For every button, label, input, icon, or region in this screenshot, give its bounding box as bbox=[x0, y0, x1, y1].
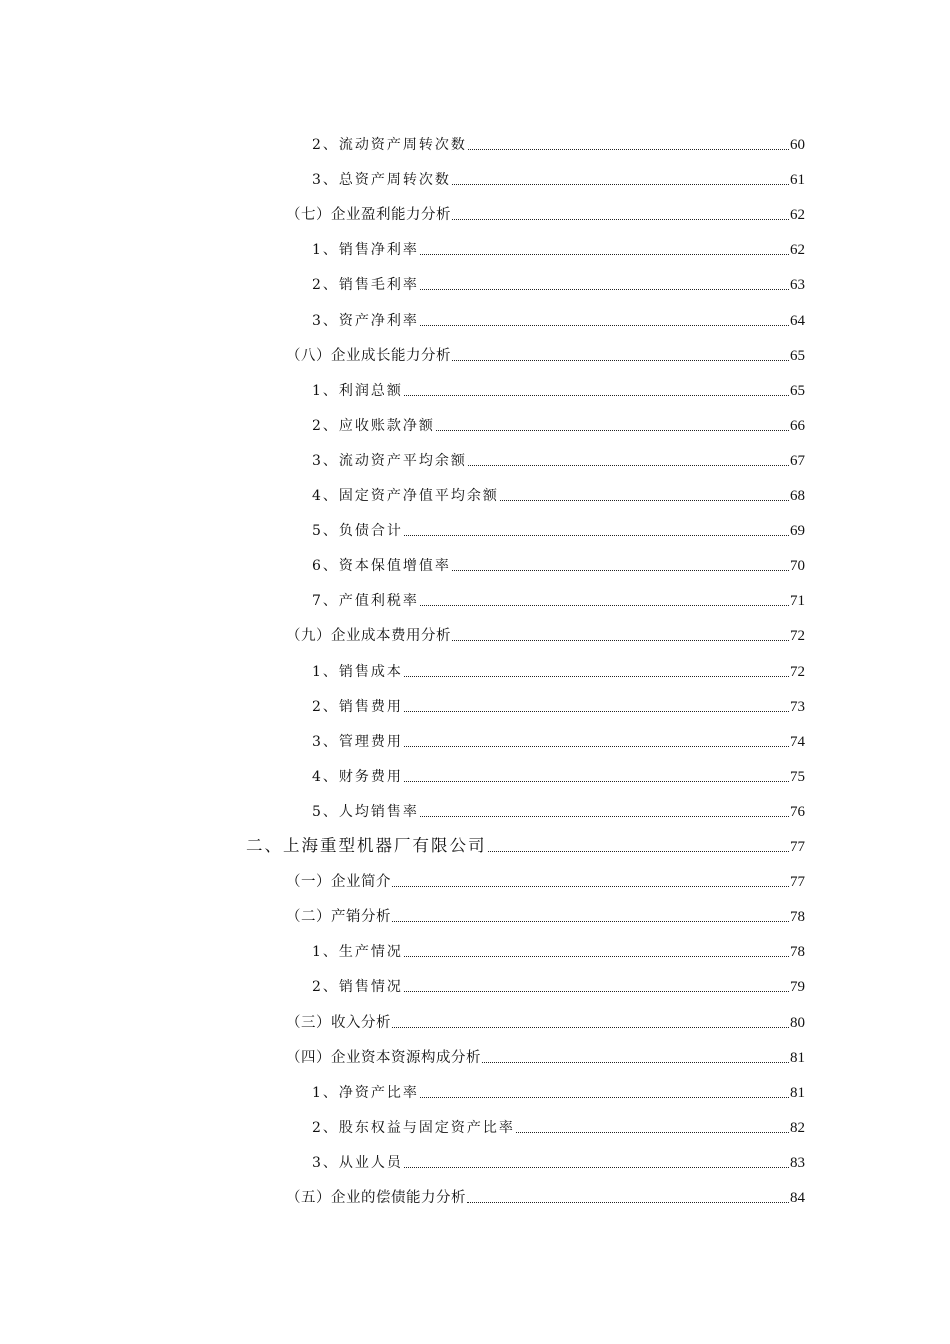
toc-entry-page-number: 71 bbox=[790, 593, 805, 609]
toc-entry[interactable] bbox=[246, 822, 805, 856]
toc-entry[interactable] bbox=[286, 892, 805, 926]
toc-entry-title: 1、销售成本 bbox=[312, 664, 403, 680]
toc-entry[interactable] bbox=[286, 1033, 805, 1067]
dot-leader bbox=[404, 1167, 789, 1168]
toc-entry[interactable] bbox=[312, 647, 805, 681]
dot-leader bbox=[404, 395, 789, 396]
toc-entry[interactable] bbox=[312, 717, 805, 751]
toc-entry-page-number: 65 bbox=[790, 348, 805, 364]
toc-entry[interactable] bbox=[312, 155, 805, 189]
toc-entry[interactable] bbox=[312, 296, 805, 330]
dot-leader bbox=[404, 711, 789, 712]
toc-entry-title: （二）产销分析 bbox=[286, 909, 391, 925]
toc-entry-title: 3、流动资产平均余额 bbox=[312, 453, 467, 469]
dot-leader bbox=[452, 184, 789, 185]
toc-entry[interactable] bbox=[312, 260, 805, 294]
toc-entry[interactable] bbox=[286, 998, 805, 1032]
toc-entry[interactable] bbox=[312, 962, 805, 996]
toc-entry-title: 2、销售毛利率 bbox=[312, 277, 419, 293]
dot-leader bbox=[468, 465, 789, 466]
toc-entry[interactable] bbox=[312, 576, 805, 610]
toc-entry-page-number: 62 bbox=[790, 207, 805, 223]
toc-entry-title: 2、股东权益与固定资产比率 bbox=[312, 1120, 515, 1136]
toc-entry[interactable] bbox=[312, 1103, 805, 1137]
dot-leader bbox=[420, 254, 789, 255]
toc-entry-page-number: 72 bbox=[790, 664, 805, 680]
toc-entry-title: 3、资产净利率 bbox=[312, 313, 419, 329]
dot-leader bbox=[436, 430, 789, 431]
toc-entry-page-number: 66 bbox=[790, 418, 805, 434]
toc-entry-title: 4、财务费用 bbox=[312, 769, 403, 785]
toc-entry-title: 3、从业人员 bbox=[312, 1155, 403, 1171]
toc-entry[interactable] bbox=[286, 331, 805, 365]
toc-entry-page-number: 77 bbox=[790, 874, 805, 890]
toc-entry-title: 7、产值利税率 bbox=[312, 593, 419, 609]
toc-entry-title: 1、利润总额 bbox=[312, 383, 403, 399]
toc-entry-title: 6、资本保值增值率 bbox=[312, 558, 451, 574]
dot-leader bbox=[404, 781, 789, 782]
dot-leader bbox=[392, 1027, 789, 1028]
dot-leader bbox=[467, 1202, 789, 1203]
dot-leader bbox=[420, 816, 789, 817]
toc-entry-page-number: 78 bbox=[790, 944, 805, 960]
dot-leader bbox=[452, 219, 789, 220]
toc-entry-page-number: 74 bbox=[790, 734, 805, 750]
toc-entry[interactable] bbox=[312, 471, 805, 505]
toc-entry-page-number: 64 bbox=[790, 313, 805, 329]
toc-entry-page-number: 73 bbox=[790, 699, 805, 715]
toc-entry[interactable] bbox=[312, 436, 805, 470]
toc-entry-page-number: 82 bbox=[790, 1120, 805, 1136]
toc-entry-page-number: 81 bbox=[790, 1050, 805, 1066]
toc-entry-title: 1、净资产比率 bbox=[312, 1085, 419, 1101]
toc-entry-page-number: 76 bbox=[790, 804, 805, 820]
toc-entry[interactable] bbox=[286, 611, 805, 645]
toc-entry-page-number: 79 bbox=[790, 979, 805, 995]
dot-leader bbox=[420, 1097, 789, 1098]
toc-entry-title: （一）企业简介 bbox=[286, 874, 391, 890]
toc-entry[interactable] bbox=[286, 857, 805, 891]
toc-entry-title: 3、管理费用 bbox=[312, 734, 403, 750]
dot-leader bbox=[452, 360, 789, 361]
toc-entry-page-number: 70 bbox=[790, 558, 805, 574]
toc-entry-title: （四）企业资本资源构成分析 bbox=[286, 1050, 481, 1066]
toc-entry-page-number: 83 bbox=[790, 1155, 805, 1171]
dot-leader bbox=[420, 325, 789, 326]
toc-entry-title: （七）企业盈利能力分析 bbox=[286, 207, 451, 223]
toc-entry[interactable] bbox=[312, 506, 805, 540]
toc-entry-page-number: 72 bbox=[790, 628, 805, 644]
toc-entry[interactable] bbox=[312, 682, 805, 716]
toc-entry-page-number: 69 bbox=[790, 523, 805, 539]
toc-entry-title: （八）企业成长能力分析 bbox=[286, 348, 451, 364]
toc-entry-page-number: 75 bbox=[790, 769, 805, 785]
toc-entry-title: （九）企业成本费用分析 bbox=[286, 628, 451, 644]
toc-entry[interactable] bbox=[312, 541, 805, 575]
toc-entry-page-number: 68 bbox=[790, 488, 805, 504]
toc-entry-page-number: 78 bbox=[790, 909, 805, 925]
toc-entry-title: 2、销售情况 bbox=[312, 979, 403, 995]
dot-leader bbox=[516, 1132, 789, 1133]
toc-entry-title: 二、上海重型机器厂有限公司 bbox=[246, 836, 487, 855]
dot-leader bbox=[468, 149, 789, 150]
toc-entry-title: 5、人均销售率 bbox=[312, 804, 419, 820]
toc-entry-page-number: 67 bbox=[790, 453, 805, 469]
toc-entry[interactable] bbox=[312, 225, 805, 259]
toc-entry-title: 2、流动资产周转次数 bbox=[312, 137, 467, 153]
toc-entry-title: 4、固定资产净值平均余额 bbox=[312, 488, 499, 504]
toc-entry[interactable] bbox=[312, 787, 805, 821]
toc-entry-page-number: 60 bbox=[790, 137, 805, 153]
toc-entry-page-number: 80 bbox=[790, 1015, 805, 1031]
dot-leader bbox=[452, 570, 789, 571]
toc-entry-title: （三）收入分析 bbox=[286, 1015, 391, 1031]
toc-entry[interactable] bbox=[312, 752, 805, 786]
toc-entry[interactable] bbox=[286, 1173, 805, 1207]
toc-entry[interactable] bbox=[312, 366, 805, 400]
toc-entry[interactable] bbox=[286, 190, 805, 224]
dot-leader bbox=[488, 851, 790, 852]
toc-entry[interactable] bbox=[312, 1068, 805, 1102]
toc-entry[interactable] bbox=[312, 927, 805, 961]
toc-entry-title: 1、销售净利率 bbox=[312, 242, 419, 258]
dot-leader bbox=[420, 605, 789, 606]
dot-leader bbox=[404, 676, 789, 677]
toc-entry-page-number: 62 bbox=[790, 242, 805, 258]
toc-entry-title: （五）企业的偿债能力分析 bbox=[286, 1190, 466, 1206]
dot-leader bbox=[482, 1062, 789, 1063]
dot-leader bbox=[452, 640, 789, 641]
toc-entry-page-number: 77 bbox=[790, 839, 805, 855]
toc-entry[interactable] bbox=[312, 401, 805, 435]
toc-entry-title: 3、总资产周转次数 bbox=[312, 172, 451, 188]
dot-leader bbox=[404, 991, 789, 992]
toc-entry-page-number: 84 bbox=[790, 1190, 805, 1206]
dot-leader bbox=[404, 746, 789, 747]
toc-entry[interactable] bbox=[312, 1138, 805, 1172]
toc-entry-title: 1、生产情况 bbox=[312, 944, 403, 960]
toc-entry-title: 2、销售费用 bbox=[312, 699, 403, 715]
toc-entry-page-number: 81 bbox=[790, 1085, 805, 1101]
toc-entry-title: 2、应收账款净额 bbox=[312, 418, 435, 434]
toc-entry[interactable] bbox=[312, 120, 805, 154]
dot-leader bbox=[404, 956, 789, 957]
toc-entry-title: 5、负债合计 bbox=[312, 523, 403, 539]
toc-entry-page-number: 65 bbox=[790, 383, 805, 399]
dot-leader bbox=[404, 535, 789, 536]
dot-leader bbox=[392, 886, 789, 887]
toc-entry-page-number: 63 bbox=[790, 277, 805, 293]
dot-leader bbox=[500, 500, 789, 501]
toc-entry-page-number: 61 bbox=[790, 172, 805, 188]
dot-leader bbox=[420, 289, 789, 290]
dot-leader bbox=[392, 921, 789, 922]
